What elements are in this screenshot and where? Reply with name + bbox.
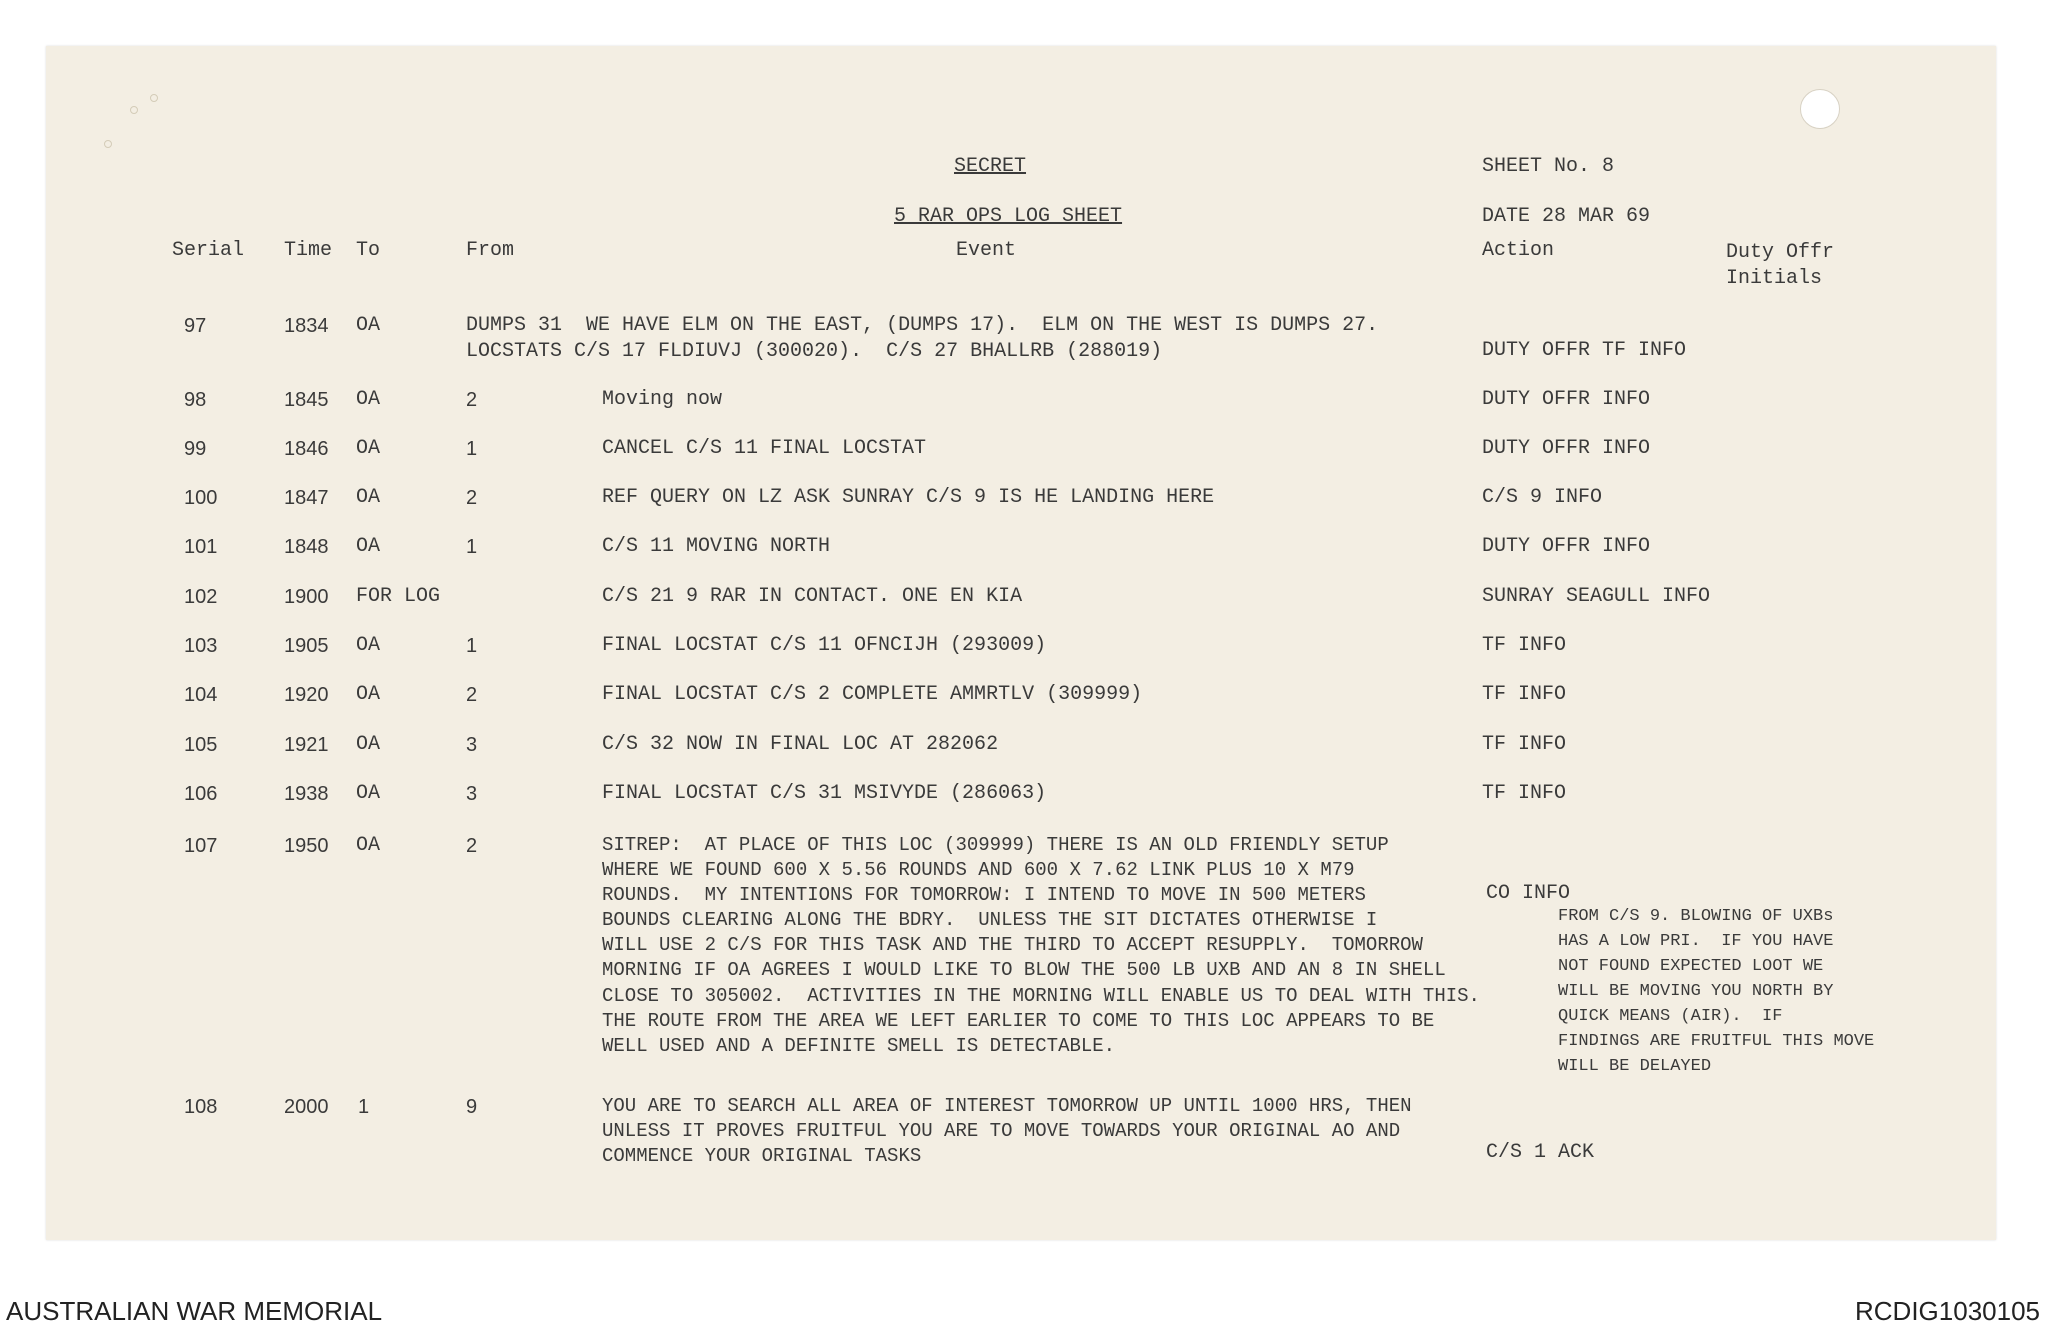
paper-mark: [130, 106, 138, 114]
entry-serial: 104: [184, 684, 218, 706]
entry-event: C/S 11 MOVING NORTH: [602, 535, 831, 558]
entry-from: 9: [466, 1096, 478, 1118]
entry-time: 1900: [284, 586, 329, 608]
entry-action: DUTY OFFR INFO: [1482, 535, 1651, 558]
punch-hole: [1800, 89, 1840, 129]
entry-from: 2: [466, 487, 478, 509]
entry-time: 1834: [284, 315, 329, 337]
classification-marking: SECRET: [954, 155, 1027, 178]
entry-action: TF INFO: [1482, 634, 1567, 657]
entry-serial: 103: [184, 635, 218, 657]
entry-from: 1: [466, 438, 478, 460]
entry-to: OA: [356, 535, 381, 558]
entry-action-note: FROM C/S 9. BLOWING OF UXBs HAS A LOW PRI. IF YOU HAVE NOT FOUND EXPECTED LOOT WE WILL BE MOVING YOU NORTH BY QUICK MEANS (AIR). IF FINDINGS ARE FRUITFUL THIS MOVE WILL BE DELAYED: [1558, 907, 1875, 1076]
entry-to: OA: [356, 486, 381, 509]
sheet-date: DATE 28 MAR 69: [1482, 205, 1651, 228]
column-header-serial: Serial: [172, 239, 245, 262]
entry-serial: 107: [184, 835, 218, 857]
entry-to: OA: [356, 683, 381, 706]
footer-record-id: RCDIG1030105: [1855, 1296, 2040, 1326]
entry-event: FINAL LOCSTAT C/S 11 OFNCIJH (293009): [602, 634, 1047, 657]
footer-source: AUSTRALIAN WAR MEMORIAL: [6, 1296, 383, 1326]
entry-time: 1905: [284, 635, 329, 657]
entry-time: 1950: [284, 835, 329, 857]
entry-event: C/S 21 9 RAR IN CONTACT. ONE EN KIA: [602, 585, 1023, 608]
entry-serial: 101: [184, 536, 218, 558]
entry-action: TF INFO: [1482, 683, 1567, 706]
entry-to: OA: [356, 388, 381, 411]
entry-time: 1845: [284, 389, 329, 411]
column-header-event: Event: [956, 239, 1017, 262]
entry-from: 3: [466, 734, 478, 756]
entry-serial: 97: [184, 315, 207, 337]
entry-action: C/S 1 ACK: [1486, 1141, 1595, 1164]
entry-to: OA: [356, 733, 381, 756]
entry-time: 1921: [284, 734, 329, 756]
entry-action: DUTY OFFR INFO: [1482, 388, 1651, 411]
entry-from: 2: [466, 684, 478, 706]
entry-time: 1938: [284, 783, 329, 805]
entry-to: OA: [356, 834, 381, 857]
column-header-to: To: [356, 239, 381, 262]
paper-mark: [104, 140, 112, 148]
entry-event: CANCEL C/S 11 FINAL LOCSTAT: [602, 437, 927, 460]
entry-event: FINAL LOCSTAT C/S 2 COMPLETE AMMRTLV (309999): [602, 683, 1143, 706]
sheet-title: 5 RAR OPS LOG SHEET: [894, 205, 1123, 228]
entry-action: TF INFO: [1482, 782, 1567, 805]
entry-action: SUNRAY SEAGULL INFO: [1482, 585, 1711, 608]
entry-time: 1847: [284, 487, 329, 509]
sheet-number: SHEET No. 8: [1482, 155, 1615, 178]
entry-to: FOR LOG: [356, 585, 441, 608]
entry-from: 1: [466, 635, 478, 657]
entry-time: 2000: [284, 1096, 329, 1118]
entry-action: DUTY OFFR INFO: [1482, 437, 1651, 460]
entry-from: 2: [466, 835, 478, 857]
entry-from: 3: [466, 783, 478, 805]
entry-serial: 102: [184, 586, 218, 608]
entry-event: FINAL LOCSTAT C/S 31 MSIVYDE (286063): [602, 782, 1047, 805]
entry-from: 2: [466, 389, 478, 411]
entry-to: OA: [356, 437, 381, 460]
entry-action: C/S 9 INFO: [1482, 486, 1603, 509]
entry-event: SITREP: AT PLACE OF THIS LOC (309999) THERE IS AN OLD FRIENDLY SETUP WHERE WE FOUND 600 X 5.56 ROUNDS AND 600 X 7.62 LINK PLUS 10 X M79 ROUNDS. MY INTENTIONS FOR TOMORROW: I INTEND TO MOVE IN 500 METERS BOUNDS CLEARING ALONG THE BDRY. UNLESS THE SIT DICTATES OTHERWISE I WILL USE 2 C/S FOR THIS TASK AND THE THIRD TO ACCEPT RESUPPLY. TOMORROW MORNING IF OA AGREES I WOULD LIKE TO BLOW THE 500 LB UXB AND AN 8 IN SHELL CLOSE TO 305002. ACTIVITIES IN THE MORNING WILL ENABLE US TO DEAL WITH THIS. THE ROUTE FROM THE AREA WE LEFT EARLIER TO COME TO THIS LOC APPEARS TO BE WELL USED AND A DEFINITE SMELL IS DETECTABLE.: [602, 834, 1480, 1057]
entry-event: REF QUERY ON LZ ASK SUNRAY C/S 9 IS HE LANDING HERE: [602, 486, 1215, 509]
entry-action: CO INFO: [1486, 882, 1571, 905]
column-header-action: Action: [1482, 239, 1555, 262]
entry-serial: 108: [184, 1096, 218, 1118]
entry-to: OA: [356, 782, 381, 805]
entry-to: OA: [356, 314, 381, 337]
column-header-initials: Duty Offr Initials: [1726, 241, 1835, 290]
entry-serial: 105: [184, 734, 218, 756]
entry-action: TF INFO: [1482, 733, 1567, 756]
entry-time: 1846: [284, 438, 329, 460]
entry-from: 1: [466, 536, 478, 558]
entry-event: DUMPS 31 WE HAVE ELM ON THE EAST, (DUMPS 17). ELM ON THE WEST IS DUMPS 27. LOCSTATS C/S 17 FLDIUVJ (300020). C/S 27 BHALLRB (288019): [466, 314, 1379, 363]
column-header-time: Time: [284, 239, 333, 262]
entry-time: 1848: [284, 536, 329, 558]
entry-event: Moving now: [602, 388, 723, 411]
entry-action: DUTY OFFR TF INFO: [1482, 339, 1687, 362]
entry-serial: 100: [184, 487, 218, 509]
entry-to: 1: [358, 1096, 370, 1118]
entry-serial: 98: [184, 389, 207, 411]
entry-event: C/S 32 NOW IN FINAL LOC AT 282062: [602, 733, 999, 756]
entry-to: OA: [356, 634, 381, 657]
entry-event: YOU ARE TO SEARCH ALL AREA OF INTEREST TOMORROW UP UNTIL 1000 HRS, THEN UNLESS IT PROVES FRUITFUL YOU ARE TO MOVE TOWARDS YOUR ORIGINAL AO AND COMMENCE YOUR ORIGINAL TASKS: [602, 1095, 1412, 1167]
entry-serial: 106: [184, 783, 218, 805]
entry-time: 1920: [284, 684, 329, 706]
paper-mark: [150, 94, 158, 102]
column-header-from: From: [466, 239, 515, 262]
entry-serial: 99: [184, 438, 207, 460]
